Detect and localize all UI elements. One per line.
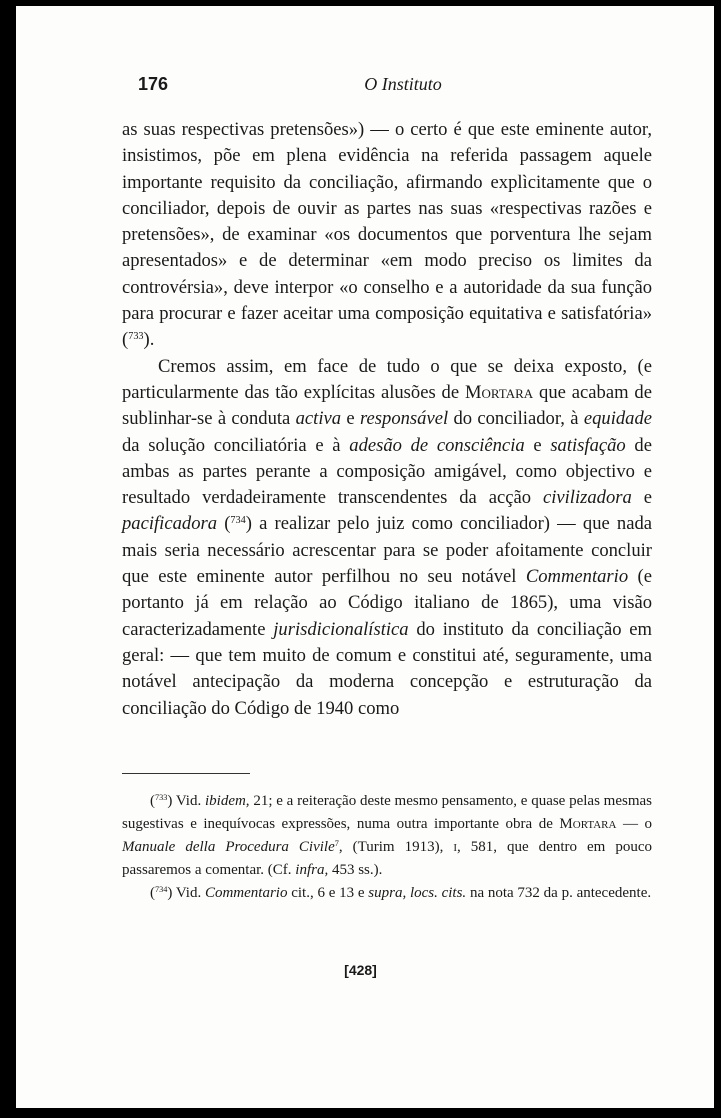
- footnotes: [122, 790, 652, 905]
- footnote-ref: 734: [230, 515, 246, 527]
- footnote-divider: [122, 773, 250, 774]
- page-header: [138, 74, 668, 106]
- running-title: O Instituto: [364, 74, 442, 94]
- footnote-734: ($^{734}$) Vid. Commentario cit., 6 e 13 e supra, locs. cits. na nota 732 da p. antecedente.: [150, 885, 652, 901]
- main-text: [122, 117, 652, 722]
- page-number: 176: [138, 74, 169, 94]
- paragraph: Cremos assim, em face de tudo o que se deixa exposto, (e particularmente das tão explícitas alusões de Mortara que acabam de sublinhar-se à conduta activa e responsável do conciliador, à equidade da solução conciliatória e à adesão de consciência e satisfação de ambas as partes perante a composição amigável, como objectivo e resultado verdadeiramente transcendentes da acção civilizadora e pacificadora ($^{734}$) a realizar pelo juiz como conciliador) — que nada mais seria necessário acrescentar para se poder afoitamente concluir que este eminente autor perfilhou no seu notável Commentario (e portanto já em relação ao Código italiano de 1865), uma visão caracterizadamente jurisdicionalística do instituto da conciliação em geral: — que tem muito de comum e constitui até, seguramente, uma notável antecipação da moderna concepção e estruturação da conciliação do Código de 1940 como: [122, 355, 653, 719]
- paragraph: as suas respectivas pretensões») — o certo é que este eminente autor, insistimos, põe em plena evidência na referida passagem aquele importante requisito da conciliação, afirmando explìcitamente que o conciliador, depois de ouvir as partes nas suas «respectivas razões e pretensões», de examinar «os documentos que porventura lhe sejam apresentados» e de determinar «em modo preciso os limites da controvérsia», deve interpor «o conselho e a autoridade da sua função para procurar e fazer aceitar uma composição equitativa e satisfatória» ($^{733}$).: [122, 119, 652, 351]
- folio-number: [428]: [344, 962, 377, 978]
- footnote-ref: 733: [128, 331, 144, 343]
- footnote-733: ($^{733}$) Vid. ibidem, 21; e a reiteração deste mesmo pensamento, e quase pelas mesmas sugestivas e inequívocas expressões, numa outra importante obra de Mortara — o Manuale della Procedura Civile$^7$, (Turim 1913), i, 581, que dentro em pouco passaremos a comentar. (Cf. infra, 453 ss.).: [122, 793, 653, 878]
- author-name: Mortara: [465, 381, 534, 403]
